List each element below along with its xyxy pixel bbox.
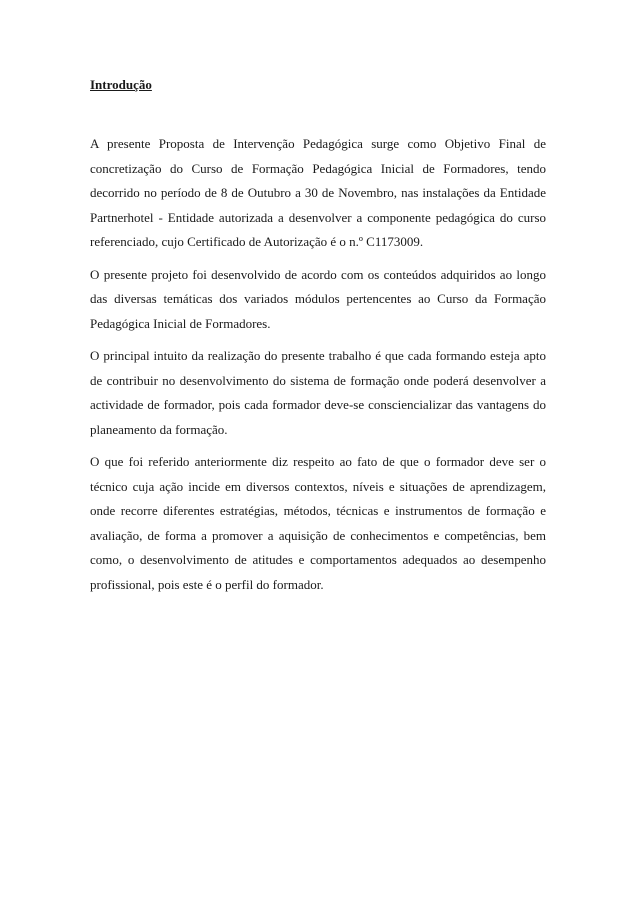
- paragraph-4: O que foi referido anteriormente diz respeito ao fato de que o formador deve ser o técnico cuja ação incide em diversos contextos, níveis e situações de aprendizagem, onde recorre diferentes estratégias, métodos, técnicas e instrumentos de formação e avaliação, de forma a promover a aquisição de conhecimentos e competências, bem como, o desenvolvimento de atitudes e comportamentos adequados ao desempenho profissional, pois este é o perfil do formador.: [90, 454, 546, 592]
- paragraph-1: A presente Proposta de Intervenção Pedagógica surge como Objetivo Final de concretização do Curso de Formação Pedagógica Inicial de Formadores, tendo decorrido no período de 8 de Outubro a 30 de Novembro, nas instalações da Entidade Partnerhotel - Entidade autorizada a desenvolver a componente pedagógica do curso referenciado, cujo Certificado de Autorização é o n.º C1173009.: [90, 136, 546, 249]
- paragraph-3: O principal intuito da realização do presente trabalho é que cada formando esteja apto de contribuir no desenvolvimento do sistema de formação onde poderá desenvolver a actividade de formador, pois cada formador deve-se consciencializar das vantagens do planeamento da formação.: [90, 348, 546, 437]
- section-heading: Introdução: [90, 77, 152, 92]
- paragraph-2: O presente projeto foi desenvolvido de acordo com os conteúdos adquiridos ao longo das diversas temáticas dos variados módulos pertencentes ao Curso da Formação Pedagógica Inicial de Formadores.: [90, 266, 546, 331]
- document-body: [90, 76, 546, 597]
